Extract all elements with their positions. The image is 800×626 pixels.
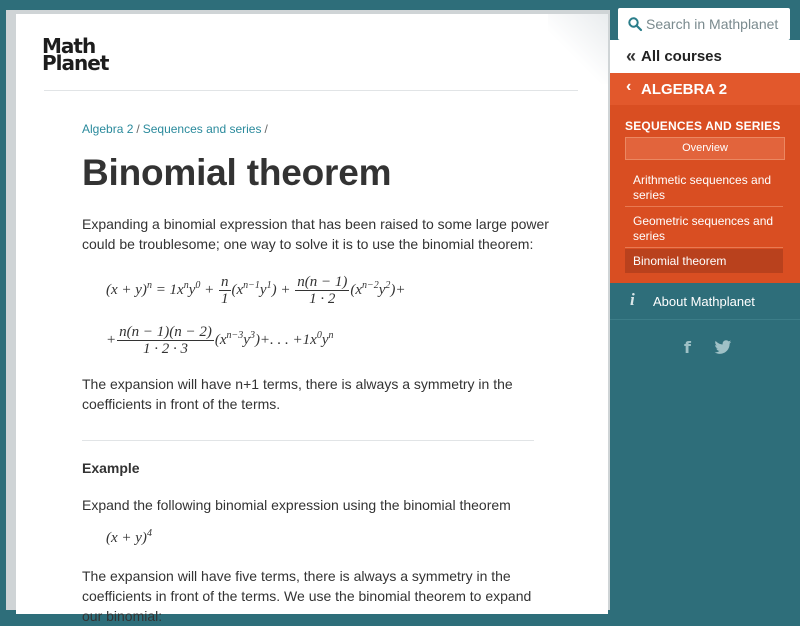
formula-term: (x: [231, 281, 244, 298]
example-expression: [106, 528, 152, 547]
formula-fraction: [295, 274, 349, 307]
formula-fraction: [117, 324, 214, 357]
chevron-left-icon: ‹: [626, 78, 632, 95]
social-links: [680, 338, 750, 358]
breadcrumb-algebra-2[interactable]: Algebra 2: [82, 122, 134, 136]
formula-exponent: 1: [266, 279, 272, 291]
content-page: [16, 14, 608, 624]
about-mathplanet-link[interactable]: [610, 283, 800, 320]
facebook-icon[interactable]: f: [684, 338, 691, 357]
double-chevron-left-icon: «: [626, 46, 637, 66]
search-input[interactable]: Search in Mathplanet: [646, 16, 779, 32]
fraction-numerator: n: [221, 274, 229, 290]
example-prompt: Expand the following binomial expression using the binomial theorem: [82, 497, 511, 513]
search-box[interactable]: [618, 8, 790, 40]
overview-button[interactable]: Overview: [625, 137, 785, 160]
sidebar-item-arithmetic-sequences[interactable]: [625, 167, 783, 207]
fraction-denominator: 1: [221, 291, 229, 307]
expression-exponent: 4: [146, 528, 152, 539]
formula-exponent: 2: [385, 279, 391, 291]
sidebar-item-binomial-theorem[interactable]: [625, 249, 783, 273]
formula-term: (x: [350, 281, 362, 298]
formula-variable: y: [243, 331, 250, 348]
expansion-note: The expansion will have n+1 terms, there is always a symmetry in the coefficients in front of the terms.: [82, 376, 513, 412]
formula-term: = 1x: [155, 281, 184, 298]
info-icon: i: [630, 290, 635, 309]
header-divider: [44, 90, 578, 91]
search-icon: [628, 17, 642, 31]
page-curl: [548, 14, 608, 84]
sidebar: [610, 0, 800, 600]
expression-base: (x + y): [106, 530, 147, 546]
formula-exponent: 3: [249, 329, 255, 341]
formula-variable: y: [188, 281, 196, 298]
course-label: ALGEBRA 2: [641, 81, 728, 98]
formula-variable: y: [321, 331, 329, 348]
sidebar-item-label: Binomial theorem: [633, 254, 727, 268]
breadcrumb: [82, 122, 552, 138]
example-heading: Example: [82, 460, 140, 476]
formula-lhs: (x + y): [106, 281, 147, 298]
twitter-icon[interactable]: [714, 340, 732, 355]
sidebar-item-label: Arithmetic sequences and series: [633, 173, 772, 202]
fraction-denominator: 1 · 2: [309, 291, 336, 307]
logo-line-1: Math: [42, 34, 96, 58]
formula-exponent: 0: [316, 329, 322, 341]
breadcrumb-separator: /: [264, 122, 268, 136]
formula-fraction: [219, 274, 231, 307]
breadcrumb-separator: /: [136, 122, 140, 136]
formula-exponent: n−3: [226, 329, 244, 341]
binomial-formula-line-2: + $\frac{n(n - 1)(n - 2)}{1 \cdot 2 \cdot 3}$ $(x^{n-3}y^3)+$. . . $+1x^0y^n$: [106, 324, 334, 357]
all-courses-label: All courses: [641, 48, 722, 65]
formula-term: (x: [214, 331, 227, 348]
section-title: SEQUENCES AND SERIES: [625, 119, 781, 133]
formula-exponent: n: [183, 279, 189, 291]
formula-variable: y: [378, 281, 386, 298]
all-courses-link[interactable]: [610, 40, 800, 73]
fraction-numerator: n(n − 1)(n − 2): [119, 324, 212, 340]
section-nav: [610, 105, 800, 283]
section-divider: [82, 440, 534, 441]
logo-line-2: Planet: [42, 51, 109, 75]
formula-term: )+. . . +1x: [254, 331, 317, 348]
about-label: About Mathplanet: [653, 294, 755, 309]
fraction-denominator: 1 · 2 · 3: [142, 341, 188, 357]
formula-exponent: n: [146, 279, 152, 291]
breadcrumb-sequences-and-series[interactable]: Sequences and series: [142, 122, 262, 136]
formula-exponent: n−2: [362, 279, 379, 291]
sidebar-item-geometric-sequences[interactable]: [625, 208, 783, 248]
sidebar-item-label: Geometric sequences and series: [633, 214, 774, 243]
intro-paragraph: Expanding a binomial expression that has been raised to some large power could be troublesome; one way to solve it is to use the binomial theorem:: [82, 216, 549, 252]
course-link-algebra-2[interactable]: [610, 73, 800, 105]
page-title: Binomial theorem: [82, 152, 392, 193]
formula-exponent: n−1: [243, 279, 260, 291]
mathplanet-logo[interactable]: [42, 34, 112, 75]
binomial-formula-line-1: $(x + y)^n = 1x^ny^0$ + $\frac{n}{1}$ $(x^{n-1}y^1)$ + $\frac{n(n - 1)}{1 \cdot 2}$ $(x^{n-2}y^2)+$: [106, 274, 406, 307]
example-note: The expansion will have five terms, there is always a symmetry in the coefficients in front of the terms. We use the binomial theorem to expand our binomial:: [82, 568, 532, 624]
formula-exponent: n: [328, 329, 334, 341]
fraction-numerator: n(n − 1): [297, 274, 348, 290]
formula-variable: y: [259, 281, 267, 298]
formula-exponent: 0: [195, 279, 201, 291]
